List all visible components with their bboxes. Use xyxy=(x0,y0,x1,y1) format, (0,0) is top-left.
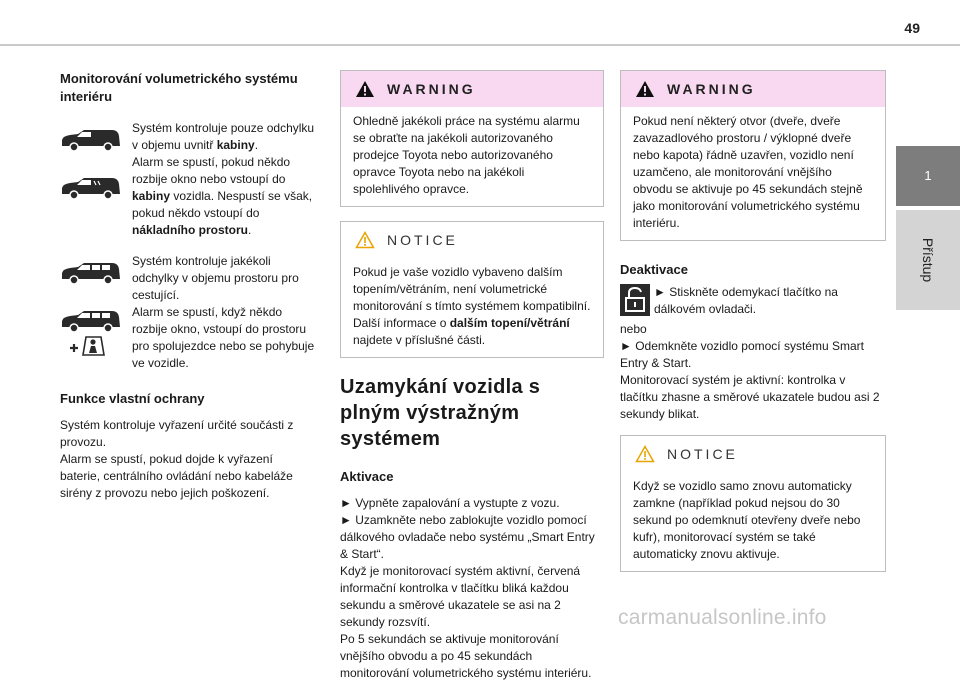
notice-box-1-header xyxy=(341,222,603,258)
column-1 xyxy=(60,70,316,502)
notice-box-2-title: NOTICE xyxy=(667,445,738,462)
warning-box-2-title: WARNING xyxy=(667,80,756,97)
self-protection-text-1: Systém kontroluje vyřazení určité součásti z provozu. xyxy=(60,418,294,449)
notice-box-2-text: Když se vozidlo samo znovu automaticky zamkne (například pokud nejsou do 30 sekund po odemknutí otevřeny dveře nebo kufr), monitorovací systém se také automaticky znovu aktivuje. xyxy=(633,479,861,561)
activation-step-1: ► Vypněte zapalování a vystupte z vozu. xyxy=(340,496,560,510)
activation-text-1: Když je monitorovací systém aktivní, červená informační kontrolka v tlačítku bliká každou sekundu a směrové ukazatele se asi na 2 sekundy rozsvítí. xyxy=(340,564,581,629)
unlock-key-icon xyxy=(620,284,650,316)
cargo-van-interior-icon xyxy=(60,176,122,200)
passenger-van-alarm-icon xyxy=(60,309,122,333)
notice-box-1-text: Pokud je vaše vozidlo vybaveno dalším topením/větráním, není volumetrické monitorování s tímto systémem kompatibilní. Další informace o dalším topení/větrání najdete v příslušné části. xyxy=(353,265,591,347)
cabin-monitoring-block xyxy=(60,120,316,239)
warning-box-1-header xyxy=(341,71,603,107)
warning-box-1 xyxy=(340,70,604,207)
column-2 xyxy=(340,70,604,682)
self-protection-text-2: Alarm se spustí, pokud dojde k vyřazení baterie, centrálního ovládání nebo kabeláže sirény z provozu nebo jejich poškození. xyxy=(60,452,293,500)
activation-step-2: ► Uzamkněte nebo zablokujte vozidlo pomocí dálkového ovladače nebo systému „Smart Entry & Start“. xyxy=(340,513,595,561)
page-number: 49 xyxy=(904,20,920,36)
notice-box-2-header xyxy=(621,436,885,472)
chapter-tab-label[interactable] xyxy=(896,210,960,310)
column-3 xyxy=(620,70,886,572)
warning-box-2 xyxy=(620,70,886,241)
notice-triangle-icon xyxy=(355,231,375,249)
notice-box-2 xyxy=(620,435,886,572)
notice-box-1 xyxy=(340,221,604,358)
warning-box-2-header xyxy=(621,71,885,107)
alarm-person-icon xyxy=(68,335,106,357)
deactivation-or: nebo xyxy=(620,322,647,336)
warning-box-1-title: WARNING xyxy=(387,80,476,97)
activation-heading: Aktivace xyxy=(340,469,394,484)
cabin-monitoring-text: Systém kontroluje pouze odchylku v objemu uvnitř kabiny. Alarm se spustí, pokud někdo rozbije okno nebo vstoupí do kabiny vozidla. Nespustí se však, pokud někdo vstoupí do nákladního prostoru. xyxy=(132,121,315,237)
passenger-monitoring-text: Systém kontroluje jakékoli odchylky v objemu prostoru pro cestující. Alarm se spustí, když někdo rozbije okno, vstoupí do prostoru pro spolujezdce nebo se pohybuje ve vozidle. xyxy=(132,254,315,370)
deactivation-step-2: ► Odemkněte vozidlo pomocí systému Smart Entry & Start. xyxy=(620,339,864,370)
notice-box-1-title: NOTICE xyxy=(387,231,458,248)
watermark: carmanualsonline.info xyxy=(618,606,827,629)
chapter-tab-number[interactable]: 1 xyxy=(896,146,960,206)
passenger-van-icon xyxy=(60,261,122,285)
deactivation-remote-row xyxy=(620,284,886,321)
header-rule xyxy=(0,44,960,46)
warning-triangle-icon xyxy=(635,80,655,98)
warning-triangle-icon xyxy=(355,80,375,98)
self-protection-heading: Funkce vlastní ochrany xyxy=(60,391,205,406)
section-title: Uzamykání vozidla s plným výstražným systémem xyxy=(340,376,541,450)
warning-box-2-text: Pokud není některý otvor (dveře, dveře zavazadlového prostoru / výklopné dveře nebo kapota) řádně uzavřen, vozidlo není uzamčeno, ale monitorování vnějšího obvodu se aktivuje po 45 sekundách stejně jako monitorování volumetrického systému interiéru. xyxy=(633,114,863,230)
passenger-monitoring-block xyxy=(60,253,316,372)
notice-triangle-icon xyxy=(635,445,655,463)
deactivation-step-1: ► Stiskněte odemykací tlačítko na dálkovém ovladači. xyxy=(654,285,838,316)
deactivation-text: Monitorovací systém je aktivní: kontrolka v tlačítku zhasne a směrové ukazatele budou asi 2 sekundy blikat. xyxy=(620,373,880,421)
deactivation-heading: Deaktivace xyxy=(620,262,688,277)
volumetric-heading: Monitorování volumetrického systému interiéru xyxy=(60,71,298,104)
cargo-van-icon xyxy=(60,128,122,152)
chapter-tab-label-text: Přístup xyxy=(920,237,936,283)
activation-text-2: Po 5 sekundách se aktivuje monitorování vnějšího obvodu a po 45 sekundách monitorování volumetrického systému interiéru. xyxy=(340,632,592,680)
warning-box-1-text: Ohledně jakékoli práce na systému alarmu se obraťte na jakékoli autorizovaného prodejce Toyota nebo autorizovaného opravce Toyota nebo na jakékoli spolehlivého opravce. xyxy=(353,114,580,196)
